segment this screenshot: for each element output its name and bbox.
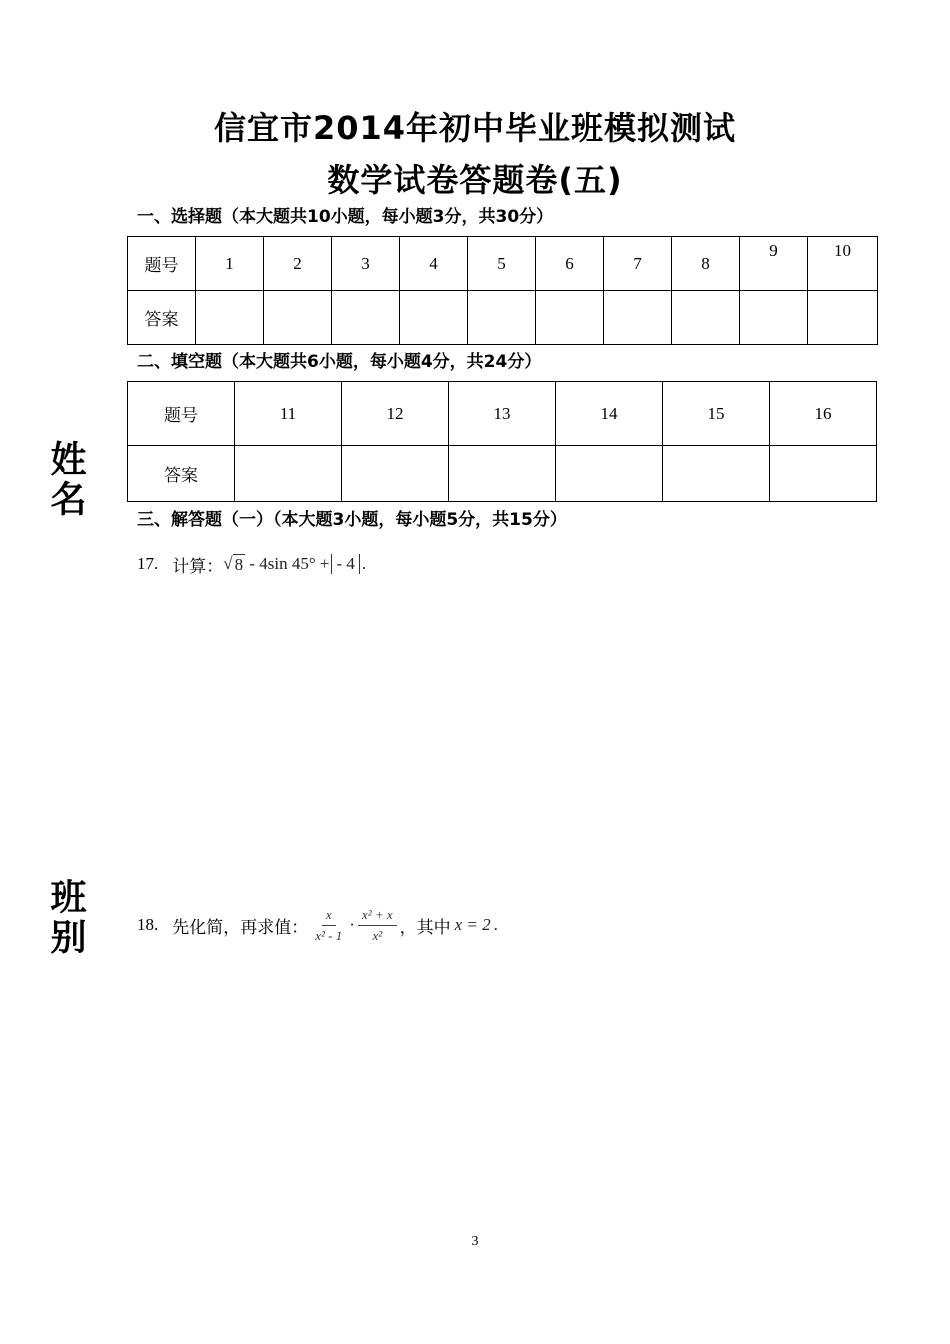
choice-answer-cell[interactable]: [604, 291, 672, 345]
section-2-heading: 二、填空题（本大题共6小题，每小题4分，共24分）: [137, 352, 542, 372]
fill-number-11: 11: [235, 382, 342, 446]
choice-answer-cell[interactable]: [740, 291, 808, 345]
fill-answer-cell[interactable]: [770, 446, 877, 502]
fill-answer-cell[interactable]: [342, 446, 449, 502]
question-17-expression: √ 8 - 4sin 45° + - 4 .: [223, 553, 367, 574]
fill-number-14: 14: [556, 382, 663, 446]
choice-number-5: 5: [468, 237, 536, 291]
choice-number-8: 8: [672, 237, 740, 291]
fill-number-13: 13: [449, 382, 556, 446]
choice-number-1: 1: [196, 237, 264, 291]
choice-answer-table: [127, 236, 878, 345]
side-label-name: 姓名: [45, 440, 86, 520]
title-line-2: 数学试卷答题卷(五): [327, 161, 623, 199]
question-18-number: 18.: [137, 915, 159, 934]
choice-answer-cell[interactable]: [400, 291, 468, 345]
fraction-1: $\frac{x}{\text{x² - 1}}$: [315, 906, 343, 943]
fill-row-label-number: 题号: [128, 382, 235, 446]
choice-answer-cell[interactable]: [536, 291, 604, 345]
choice-answer-cell[interactable]: [332, 291, 400, 345]
fill-number-16: 16: [770, 382, 877, 446]
question-18: [137, 902, 498, 948]
choice-number-4: 4: [400, 237, 468, 291]
fill-answer-cell[interactable]: [556, 446, 663, 502]
side-label-class: 班别: [45, 878, 86, 958]
choice-answer-cell[interactable]: [196, 291, 264, 345]
section-1-heading: 一、选择题（本大题共10小题，每小题3分，共30分）: [137, 207, 554, 227]
fill-number-15: 15: [663, 382, 770, 446]
choice-answer-cell[interactable]: [808, 291, 878, 345]
fill-number-12: 12: [342, 382, 449, 446]
choice-number-9: 9: [740, 237, 808, 291]
question-18-condition: x = 2: [454, 915, 491, 934]
question-17: [137, 550, 366, 578]
choice-number-10: 10: [808, 237, 878, 291]
page-number: 3: [471, 1234, 479, 1249]
choice-answer-cell[interactable]: [264, 291, 332, 345]
choice-number-2: 2: [264, 237, 332, 291]
choice-number-7: 7: [604, 237, 672, 291]
choice-row-label-number: 题号: [128, 237, 196, 291]
question-17-prompt: 计算：: [172, 556, 224, 576]
fill-answer-cell[interactable]: [235, 446, 342, 502]
choice-answer-cell[interactable]: [672, 291, 740, 345]
question-17-number: 17.: [137, 554, 159, 573]
fill-answer-cell[interactable]: [663, 446, 770, 502]
choice-row-label-answer: 答案: [128, 291, 196, 345]
section-3-heading: 三、解答题（一）（本大题3小题，每小题5分，共15分）: [137, 510, 567, 530]
question-18-prompt: 先化简，再求值：: [172, 917, 309, 937]
absolute-value: - 4: [331, 554, 359, 574]
fill-blank-answer-table: [127, 381, 877, 502]
fill-answer-cell[interactable]: [449, 446, 556, 502]
question-18-end: .: [493, 915, 498, 934]
fill-row-label-answer: 答案: [128, 446, 235, 502]
title-line-1: 信宜市2014年初中毕业班模拟测试: [213, 109, 737, 147]
choice-number-6: 6: [536, 237, 604, 291]
choice-number-3: 3: [332, 237, 400, 291]
multiply-dot: ·: [349, 915, 355, 934]
choice-answer-cell[interactable]: [468, 291, 536, 345]
sqrt-symbol: √ 8: [223, 553, 244, 574]
fraction-2: $\frac{\text{x² + x}}{\text{x²}}$: [358, 907, 397, 944]
question-18-tail: ，其中: [399, 917, 451, 937]
